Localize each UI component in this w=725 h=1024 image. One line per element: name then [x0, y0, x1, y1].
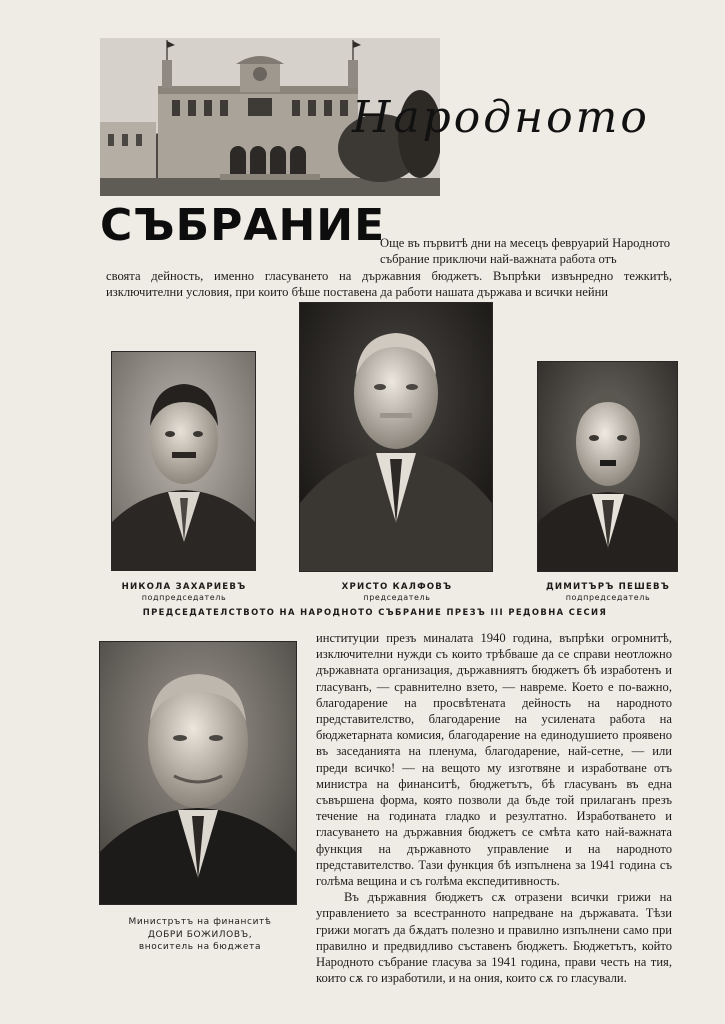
body-paragraph-1: институции презъ миналата 1940 година, въпрѣки огромнитѣ, изключителни нужди съ които трѣбваше да се справи неотложно държавната организация, държавниятъ бюджетъ бѣ изработенъ и гласуванъ, — сравнително взето, — навреме. Което е по-важно, благодарение на просвѣтената дейность на народното представителство, благодарение на усилената работа на бюджетарната комисия, благодарение на единодушието проявено въ заседанията на пленума, благодарение, най-сетне, — или преди всичко! — на вещото му изготвяне и изработване отъ министра на финанситѣ, бюджетътъ, бѣ гласуванъ въ една съвършена форма, която позволи да бъде той прилаганъ презъ течение на годината гладко и резултатно. Изработването и гласуването на държавния бюджетъ се смѣта като най-важната функция на държавното управление и на народното представителство. Тази функция бѣ изпълнена за 1941 година съ голѣма вещина и съ голѣма експедитивность. [316, 631, 672, 889]
person-name: НИКОЛА ЗАХАРИЕВЪ [121, 582, 247, 592]
portrait-dobri-bozhilov [100, 642, 296, 904]
caption-line-2: ДОБРИ БОЖИЛОВЪ, [147, 929, 253, 940]
caption-hristo-kalfov [312, 582, 482, 602]
caption-line-1: Министрътъ на финанситѣ [128, 917, 272, 927]
person-role: председатель [363, 593, 431, 602]
intro-first-paragraph: Още въ първитѣ дни на месецъ февруарий Народното събрание приключи най-важната работа отъ [380, 236, 670, 267]
person-name: ДИМИТЪРЪ ПЕШЕВЪ [545, 582, 671, 592]
person-name: ХРИСТО КАЛФОВЪ [341, 582, 453, 592]
intro-first-lines [380, 235, 670, 267]
portrait-dimitar-peshev [538, 362, 677, 571]
presidium-caption: ПРЕДСЕДАТЕЛСТВОТО НА НАРОДНОТО СЪБРАНИЕ ПРЕЗЪ III РЕДОВНА СЕСИЯ [142, 607, 608, 617]
person-role: подпредседатель [141, 593, 227, 602]
caption-dimitar-peshev [528, 582, 688, 602]
person-role: подпредседатель [565, 593, 651, 602]
finance-minister-caption [100, 916, 300, 954]
intro-rest [106, 268, 672, 300]
body-paragraph-2: Въ държавния бюджетъ сѫ отразени всички грижи на управлението за всестранното напредване на държавата. Тѣзи грижи могатъ да бѫдатъ полезно и правилно изпълнени само при правилно и предвидливо съставенъ бюджетъ. Бюджетътъ, който Народното събрание гласува за 1941 година, прави честь на тия, които сѫ го изработили, и на ония, които сѫ го гласували. [316, 890, 672, 986]
portrait-hristo-kalfov [300, 303, 492, 571]
caption-nikola-zahariev [110, 582, 258, 602]
title-big: СЪБРАНИЕ [100, 200, 386, 251]
article-body [316, 630, 672, 986]
title-italic: Народното [352, 92, 650, 143]
caption-line-3: вноситель на бюджета [138, 942, 262, 952]
intro-rest-paragraph: своята дейность, именно гласуването на държавния бюджетъ. Въпрѣки извънредно тежкитѣ, изключителни условия, при които бѣше поставена да работи нашата държава и всички нейни [106, 269, 672, 300]
portrait-nikola-zahariev [112, 352, 255, 570]
